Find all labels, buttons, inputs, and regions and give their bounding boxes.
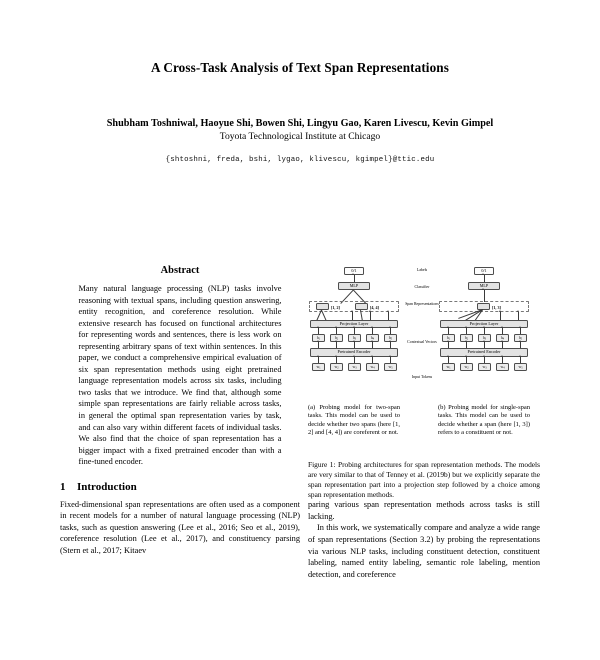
- input-token-1: w1: [442, 363, 455, 371]
- section-title: Introduction: [77, 480, 137, 493]
- contextual-vector-5: h5: [384, 334, 397, 342]
- contextual-vector-2: h2: [330, 334, 343, 342]
- span-index-label-2: [4, 4]: [370, 304, 379, 310]
- figure-panel-a: [308, 265, 400, 401]
- arrow-projection-tick-3: [352, 312, 353, 320]
- input-token-5: w5: [514, 363, 527, 371]
- figure-panels: [308, 265, 540, 401]
- introduction-paragraph-1: Fixed-dimensional span representations are often used as a component in recent models for a number of natural language processing (NLP) tasks, such as question answering (Lee et al., 2016; Seo et al., 2019), coreference resolution (Lee et al., 2017), and constituency parsing (Stern et al., 2017; Kitaev: [60, 499, 300, 555]
- subcaption-a: (a) Probing model for two-span tasks. This model can be used to decide whether two spans (here [1, 2] and [4, 4]) are coreferent or not.: [308, 404, 400, 437]
- abstract-heading: Abstract: [160, 265, 200, 276]
- figure-caption: Figure 1: Probing architectures for span representation methods. The models are very similar to that of Tenney et al. (2019b) but we explicitly separate the span representation part into a projection step followed by a choice among span representation methods.: [308, 460, 540, 499]
- input-token-2: w2: [460, 363, 473, 371]
- arrow-mlp-to-output: [354, 275, 355, 282]
- output-label-box: 0/1: [474, 267, 494, 275]
- annotation-input-tokens: Input Tokens: [411, 375, 433, 379]
- figure-1: [308, 265, 540, 499]
- contact-emails: {shtoshni, freda, bshi, lygao, klivescu, kgimpel}@ttic.edu: [165, 155, 435, 164]
- page-title: A Cross-Task Analysis of Text Span Representations: [151, 60, 449, 75]
- left-column: [60, 265, 300, 660]
- right-column: [308, 265, 540, 660]
- subcaption-b: (b) Probing model for single-span tasks. This model can be used to decide whether a span (here [1, 3]) refers to a constituent or not.: [438, 404, 530, 437]
- arrow-mlp-to-output: [484, 275, 485, 282]
- annotation-labels: Labels: [416, 268, 428, 272]
- pretrained-encoder-box: Pretrained Encoder: [440, 348, 528, 357]
- output-label-box: 0/1: [344, 267, 364, 275]
- contextual-vector-1: h1: [442, 334, 455, 342]
- pretrained-encoder-box: Pretrained Encoder: [310, 348, 398, 357]
- projection-layer-box: Projection Layer: [310, 320, 398, 328]
- annotation-contextual-vectors: Contextual Vectors: [407, 340, 437, 344]
- section-heading-introduction: [60, 481, 300, 493]
- input-token-4: w4: [366, 363, 379, 371]
- annotation-span-representations: Span Representations: [405, 302, 439, 306]
- input-token-3: w3: [478, 363, 491, 371]
- figure-subcaptions: [308, 404, 540, 450]
- arrow-projection-tick-4: [500, 312, 501, 320]
- contextual-vector-3: h3: [478, 334, 491, 342]
- contextual-vector-4: h4: [496, 334, 509, 342]
- input-token-4: w4: [496, 363, 509, 371]
- two-column-body: [60, 265, 540, 660]
- annotation-classifier: Classifier: [414, 285, 430, 289]
- probing-architecture-single-span: [438, 265, 530, 401]
- contextual-vector-4: h4: [366, 334, 379, 342]
- abstract-block: [79, 283, 282, 468]
- contextual-vector-2: h2: [460, 334, 473, 342]
- arrow-projection-tick-4: [370, 312, 371, 320]
- abstract-text: Many natural language processing (NLP) tasks involve reasoning with textual spans, including question answering, entity recognition, and coreference resolution. While extensive research has focused on functional architectures for representing words and sentences, there is less work on representing arbitrary spans of text within sentences. In this paper, we conduct a comprehensive empirical evaluation of six span representation methods using eight pretrained language representation models across six tasks, including two tasks that we introduce. We find that, although some simple span representations are fairly reliable across tasks, in general the optimal span representation varies by task, and can also vary within different facets of individual tasks. We also find that the choice of span representation has a bigger impact with a fixed pretrained encoder than with a fine-tuned encoder.: [78, 284, 282, 467]
- paper-page: [0, 60, 600, 660]
- span-index-label-1: [1, 3]: [492, 304, 501, 310]
- mlp-box: MLP: [468, 282, 500, 290]
- affiliation: Toyota Technological Institute at Chicago: [219, 130, 381, 142]
- input-token-3: w3: [348, 363, 361, 371]
- right-column-continued-paragraph: paring various span representation methods across tasks is still lacking.: [308, 500, 540, 521]
- section-number: 1: [60, 480, 66, 493]
- mlp-box: MLP: [338, 282, 370, 290]
- arrow-projection-tick-5: [388, 312, 389, 320]
- span-vector-box-2: [355, 303, 368, 310]
- projection-layer-box: Projection Layer: [440, 320, 528, 328]
- span-index-label-1: [1, 2]: [331, 304, 340, 310]
- input-token-2: w2: [330, 363, 343, 371]
- span-vector-box-1: [477, 303, 490, 310]
- author-list: Shubham Toshniwal, Haoyue Shi, Bowen Shi, Lingyu Gao, Karen Livescu, Kevin Gimpel: [106, 117, 494, 129]
- right-column-paragraph-2: In this work, we systematically compare and analyze a wide range of span representations (Section 3.2) by probing the representations via various NLP tasks, including constituent detection, constituent labeling, named entity labeling, semantic role labeling, mention detection, and coreference: [308, 523, 540, 579]
- arrow-projection-tick-5: [518, 312, 519, 320]
- contextual-vector-5: h5: [514, 334, 527, 342]
- contextual-vector-1: h1: [312, 334, 325, 342]
- span-vector-box-1: [316, 303, 329, 310]
- input-token-5: w5: [384, 363, 397, 371]
- input-token-1: w1: [312, 363, 325, 371]
- probing-architecture-two-span: [308, 265, 400, 401]
- contextual-vector-3: h3: [348, 334, 361, 342]
- figure-panel-b: [438, 265, 530, 401]
